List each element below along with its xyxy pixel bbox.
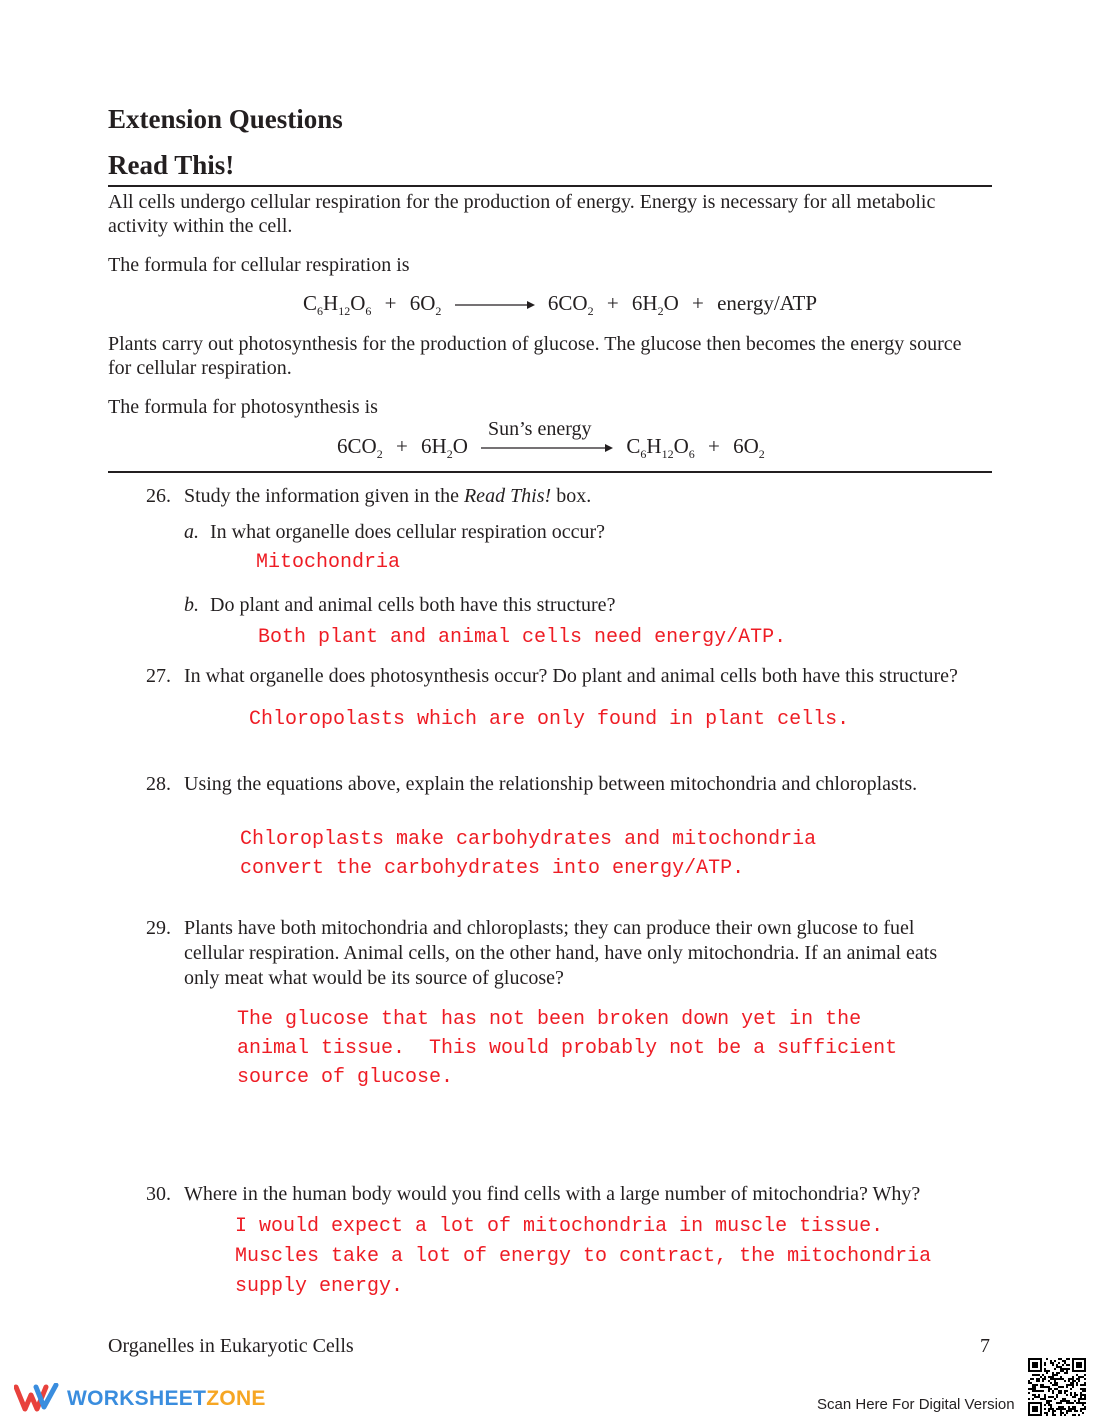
qr-code-icon[interactable] (1028, 1358, 1086, 1416)
respiration-intro: The formula for cellular respiration is (108, 254, 410, 276)
question-number: 30. (146, 1183, 171, 1205)
question-text: Where in the human body would you find cells with a large number of mitochondria? Why? (184, 1183, 921, 1205)
reaction-arrow-icon (455, 299, 535, 311)
answer-text: I would expect a lot of mitochondria in muscle tissue. (235, 1215, 884, 1238)
answer-text: Mitochondria (256, 551, 401, 574)
answer-text: Both plant and animal cells need energy/ATP. (258, 626, 787, 649)
question-number: 29. (146, 917, 171, 939)
answer-text: Muscles take a lot of energy to contract, the mitochondria (235, 1245, 932, 1268)
question-text-line: Plants have both mitochondria and chloroplasts; they can produce their own glucose to fuel (184, 917, 915, 939)
sun-energy-label: Sun’s energy (488, 418, 592, 440)
subquestion-label: b. (184, 594, 199, 616)
read-box-paragraph-1: All cells undergo cellular respiration for the production of energy. Energy is necessary for all metabolic activity within the cell. (108, 191, 936, 237)
question-number: 28. (146, 773, 171, 795)
respiration-equation: $C_6H_{12}O_6 + 6O_2$ $6CO_2 + 6H_2O$ + energy/ATP (303, 291, 818, 318)
question-text-line: only meat what would be its source of glucose? (184, 967, 564, 989)
worksheetzone-brand[interactable]: WORKSHEETZONE (67, 1387, 266, 1410)
answer-text: Chloroplasts make carbohydrates and mitochondria (240, 828, 817, 851)
answer-text: Chloropolasts which are only found in plant cells. (249, 708, 850, 731)
question-number: 26. (146, 485, 171, 507)
section-heading: Extension Questions (108, 104, 343, 134)
answer-text: animal tissue. This would probably not be a sufficient (237, 1037, 898, 1060)
read-box-top-rule (108, 185, 992, 187)
question-text: In what organelle does photosynthesis occur? Do plant and animal cells both have this structure? (184, 665, 958, 687)
question-text-line: cellular respiration. Animal cells, on the other hand, have only mitochondria. If an animal eats (184, 942, 938, 964)
subquestion-text: Do plant and animal cells both have this structure? (210, 594, 616, 616)
answer-text: convert the carbohydrates into energy/ATP. (240, 857, 745, 880)
read-box-paragraph-2: Plants carry out photosynthesis for the production of glucose. The glucose then becomes the energy source for cellular respiration. (108, 333, 962, 379)
read-this-heading: Read This! (108, 150, 235, 180)
answer-text: source of glucose. (237, 1066, 454, 1089)
photosynthesis-equation: $6CO_2 + 6H_2O$ $C_6H_{12}O_6 + 6O_2$ (337, 434, 765, 461)
answer-text: The glucose that has not been broken down yet in the (237, 1008, 862, 1031)
question-text: Study the information given in the Read This! box. (184, 485, 592, 507)
photosynthesis-intro: The formula for photosynthesis is (108, 396, 378, 418)
page-number: 7 (980, 1335, 990, 1357)
reaction-arrow-icon (481, 442, 613, 454)
scan-caption: Scan Here For Digital Version (817, 1396, 1015, 1413)
footer-title: Organelles in Eukaryotic Cells (108, 1335, 354, 1357)
question-number: 27. (146, 665, 171, 687)
question-text: Using the equations above, explain the relationship between mitochondria and chloroplasts. (184, 773, 918, 795)
read-box-bottom-rule (108, 471, 992, 473)
subquestion-label: a. (184, 521, 199, 543)
answer-text: supply energy. (235, 1275, 404, 1298)
subquestion-text: In what organelle does cellular respiration occur? (210, 521, 606, 543)
worksheetzone-logo-icon[interactable] (14, 1383, 62, 1413)
